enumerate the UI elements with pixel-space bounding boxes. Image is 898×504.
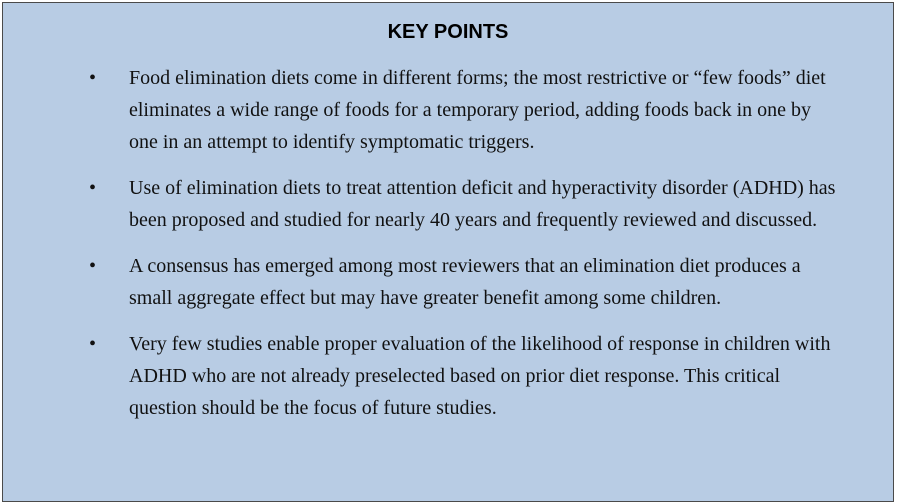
key-point-item: [3, 172, 893, 236]
key-point-item: [3, 250, 893, 314]
bullet-icon: •: [89, 333, 97, 355]
key-point-item: [3, 62, 893, 158]
key-point-text: Food elimination diets come in different forms; the most restrictive or “few foods” diet eliminates a wide range of foods for a temporary period, adding foods back in one by one in an attempt to identify symptomatic triggers.: [129, 67, 826, 153]
key-point-item: [3, 328, 893, 424]
key-points-box: [2, 2, 894, 502]
bullet-icon: •: [89, 255, 97, 277]
key-points-title: KEY POINTS: [387, 21, 509, 43]
key-point-text: Use of elimination diets to treat attention deficit and hyperactivity disorder (ADHD) has been proposed and studied for nearly 40 years and frequently reviewed and discussed.: [129, 177, 836, 231]
key-point-text: A consensus has emerged among most reviewers that an elimination diet produces a small aggregate effect but may have greater benefit among some children.: [129, 255, 801, 309]
bullet-icon: •: [89, 177, 97, 199]
bullet-icon: •: [89, 67, 97, 89]
key-point-text: Very few studies enable proper evaluation of the likelihood of response in children with ADHD who are not already preselected based on prior diet response. This critical question should be the focus of future studies.: [129, 333, 831, 419]
key-points-list: [3, 62, 893, 438]
